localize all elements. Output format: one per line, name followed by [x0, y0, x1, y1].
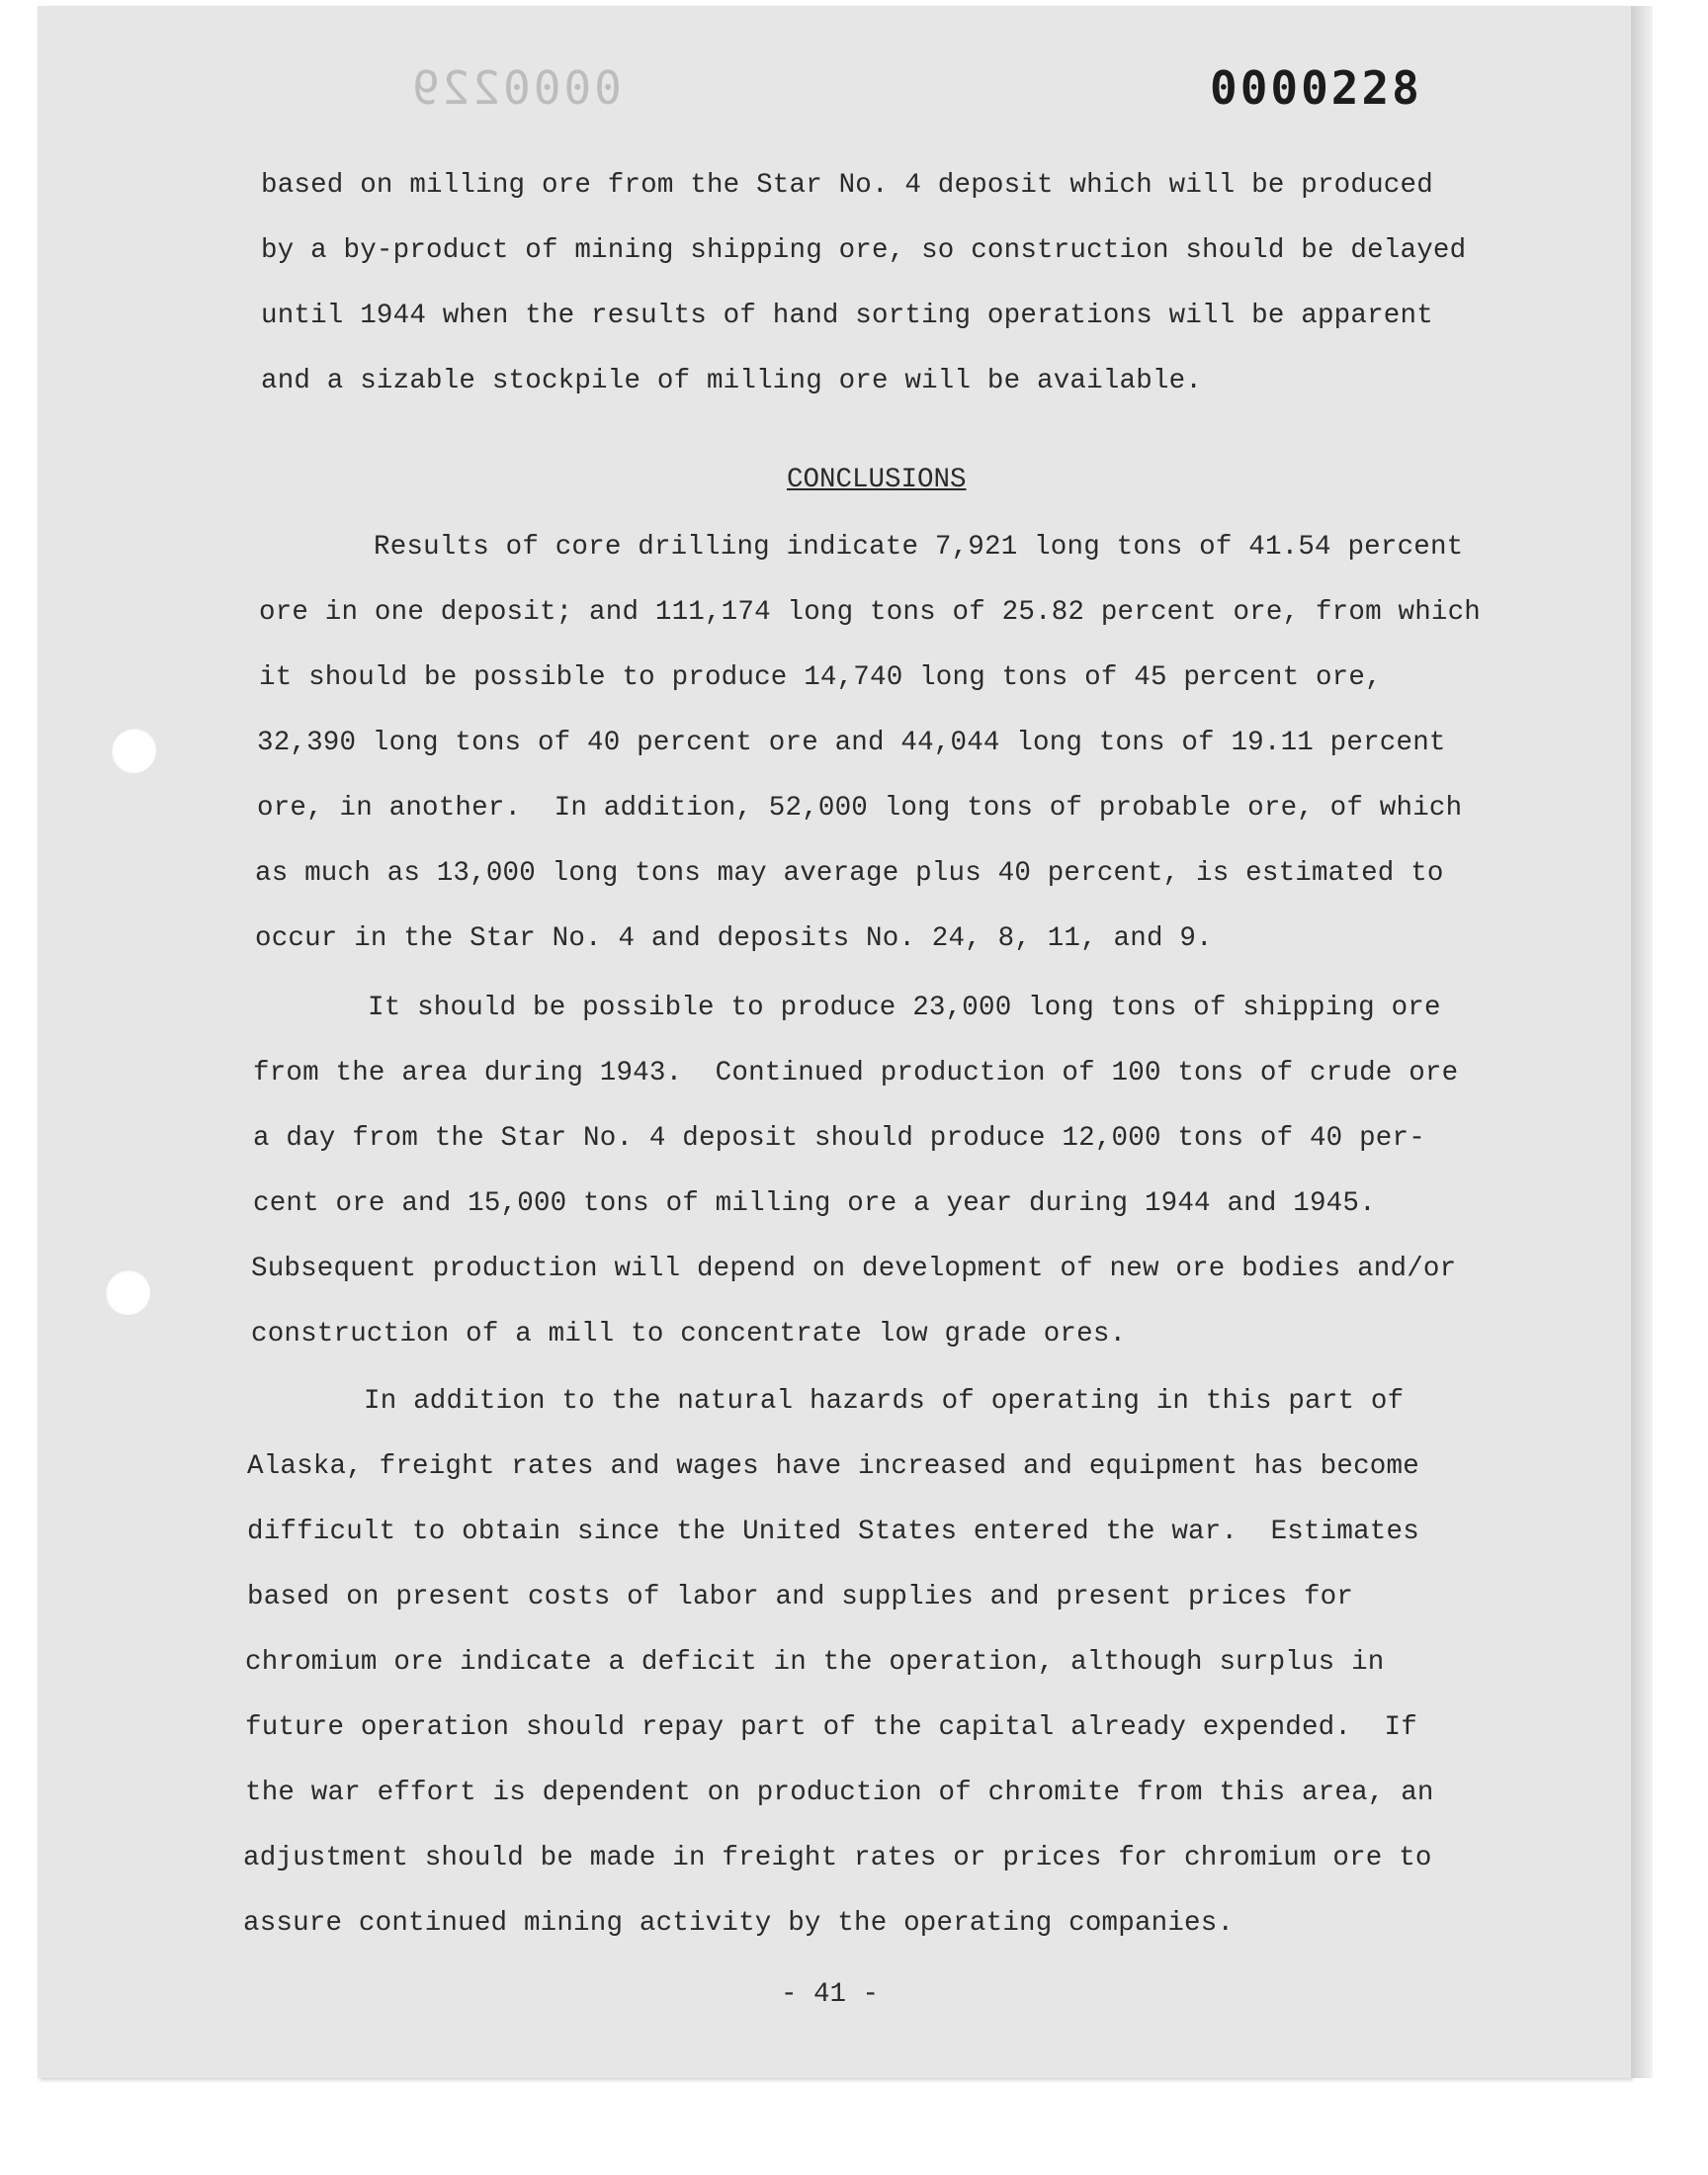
paragraph-line: It should be possible to produce 23,000 long tons of shipping ore: [368, 993, 1441, 1023]
paragraph-line: cent ore and 15,000 tons of milling ore a year during 1944 and 1945.: [253, 1188, 1376, 1219]
paragraph-line: difficult to obtain since the United States entered the war. Estimates: [247, 1517, 1419, 1547]
stamp-number: 0000228: [1210, 61, 1422, 115]
intro-line: by a by-product of mining shipping ore, so construction should be delayed: [261, 235, 1467, 266]
paragraph-line: as much as 13,000 long tons may average plus 40 percent, is estimated to: [255, 858, 1444, 889]
paragraph-line: future operation should repay part of the capital already expended. If: [245, 1712, 1417, 1743]
paragraph-line: In addition to the natural hazards of operating in this part of: [364, 1386, 1405, 1417]
paragraph-line: chromium ore indicate a deficit in the operation, although surplus in: [245, 1647, 1385, 1678]
paragraph-line: based on present costs of labor and supplies and present prices for: [247, 1582, 1354, 1612]
page-number: - 41 -: [781, 1979, 880, 2010]
page-edge-shadow: [1631, 6, 1653, 2078]
paragraph-line: from the area during 1943. Continued production of 100 tons of crude ore: [253, 1058, 1459, 1088]
intro-line: and a sizable stockpile of milling ore will be available.: [261, 366, 1203, 396]
paragraph-line: adjustment should be made in freight rates or prices for chromium ore to: [243, 1843, 1432, 1873]
paragraph-line: a day from the Star No. 4 deposit should produce 12,000 tons of 40 per-: [253, 1123, 1425, 1154]
paragraph-line: Alaska, freight rates and wages have increased and equipment has become: [247, 1451, 1419, 1482]
paragraph-line: 32,390 long tons of 40 percent ore and 44,044 long tons of 19.11 percent: [257, 728, 1446, 758]
section-heading: CONCLUSIONS: [787, 465, 967, 495]
ghost-stamp-number: 0000229: [409, 61, 622, 115]
paragraph-line: ore, in another. In addition, 52,000 long tons of probable ore, of which: [257, 793, 1463, 824]
intro-line: based on milling ore from the Star No. 4 deposit which will be produced: [261, 170, 1433, 201]
paragraph-line: assure continued mining activity by the operating companies.: [243, 1908, 1235, 1939]
paragraph-line: construction of a mill to concentrate low grade ores.: [251, 1319, 1127, 1349]
intro-line: until 1944 when the results of hand sorting operations will be apparent: [261, 301, 1433, 331]
paragraph-line: Subsequent production will depend on development of new ore bodies and/or: [251, 1254, 1457, 1284]
paragraph-line: Results of core drilling indicate 7,921 long tons of 41.54 percent: [374, 532, 1464, 563]
punch-hole-top: [111, 728, 156, 773]
punch-hole-bottom: [105, 1269, 150, 1315]
paragraph-line: the war effort is dependent on production of chromite from this area, an: [245, 1778, 1434, 1808]
paragraph-line: occur in the Star No. 4 and deposits No. 24, 8, 11, and 9.: [255, 923, 1213, 954]
paragraph-line: it should be possible to produce 14,740 long tons of 45 percent ore,: [259, 662, 1382, 693]
paragraph-line: ore in one deposit; and 111,174 long tons of 25.82 percent ore, from which: [259, 597, 1481, 628]
